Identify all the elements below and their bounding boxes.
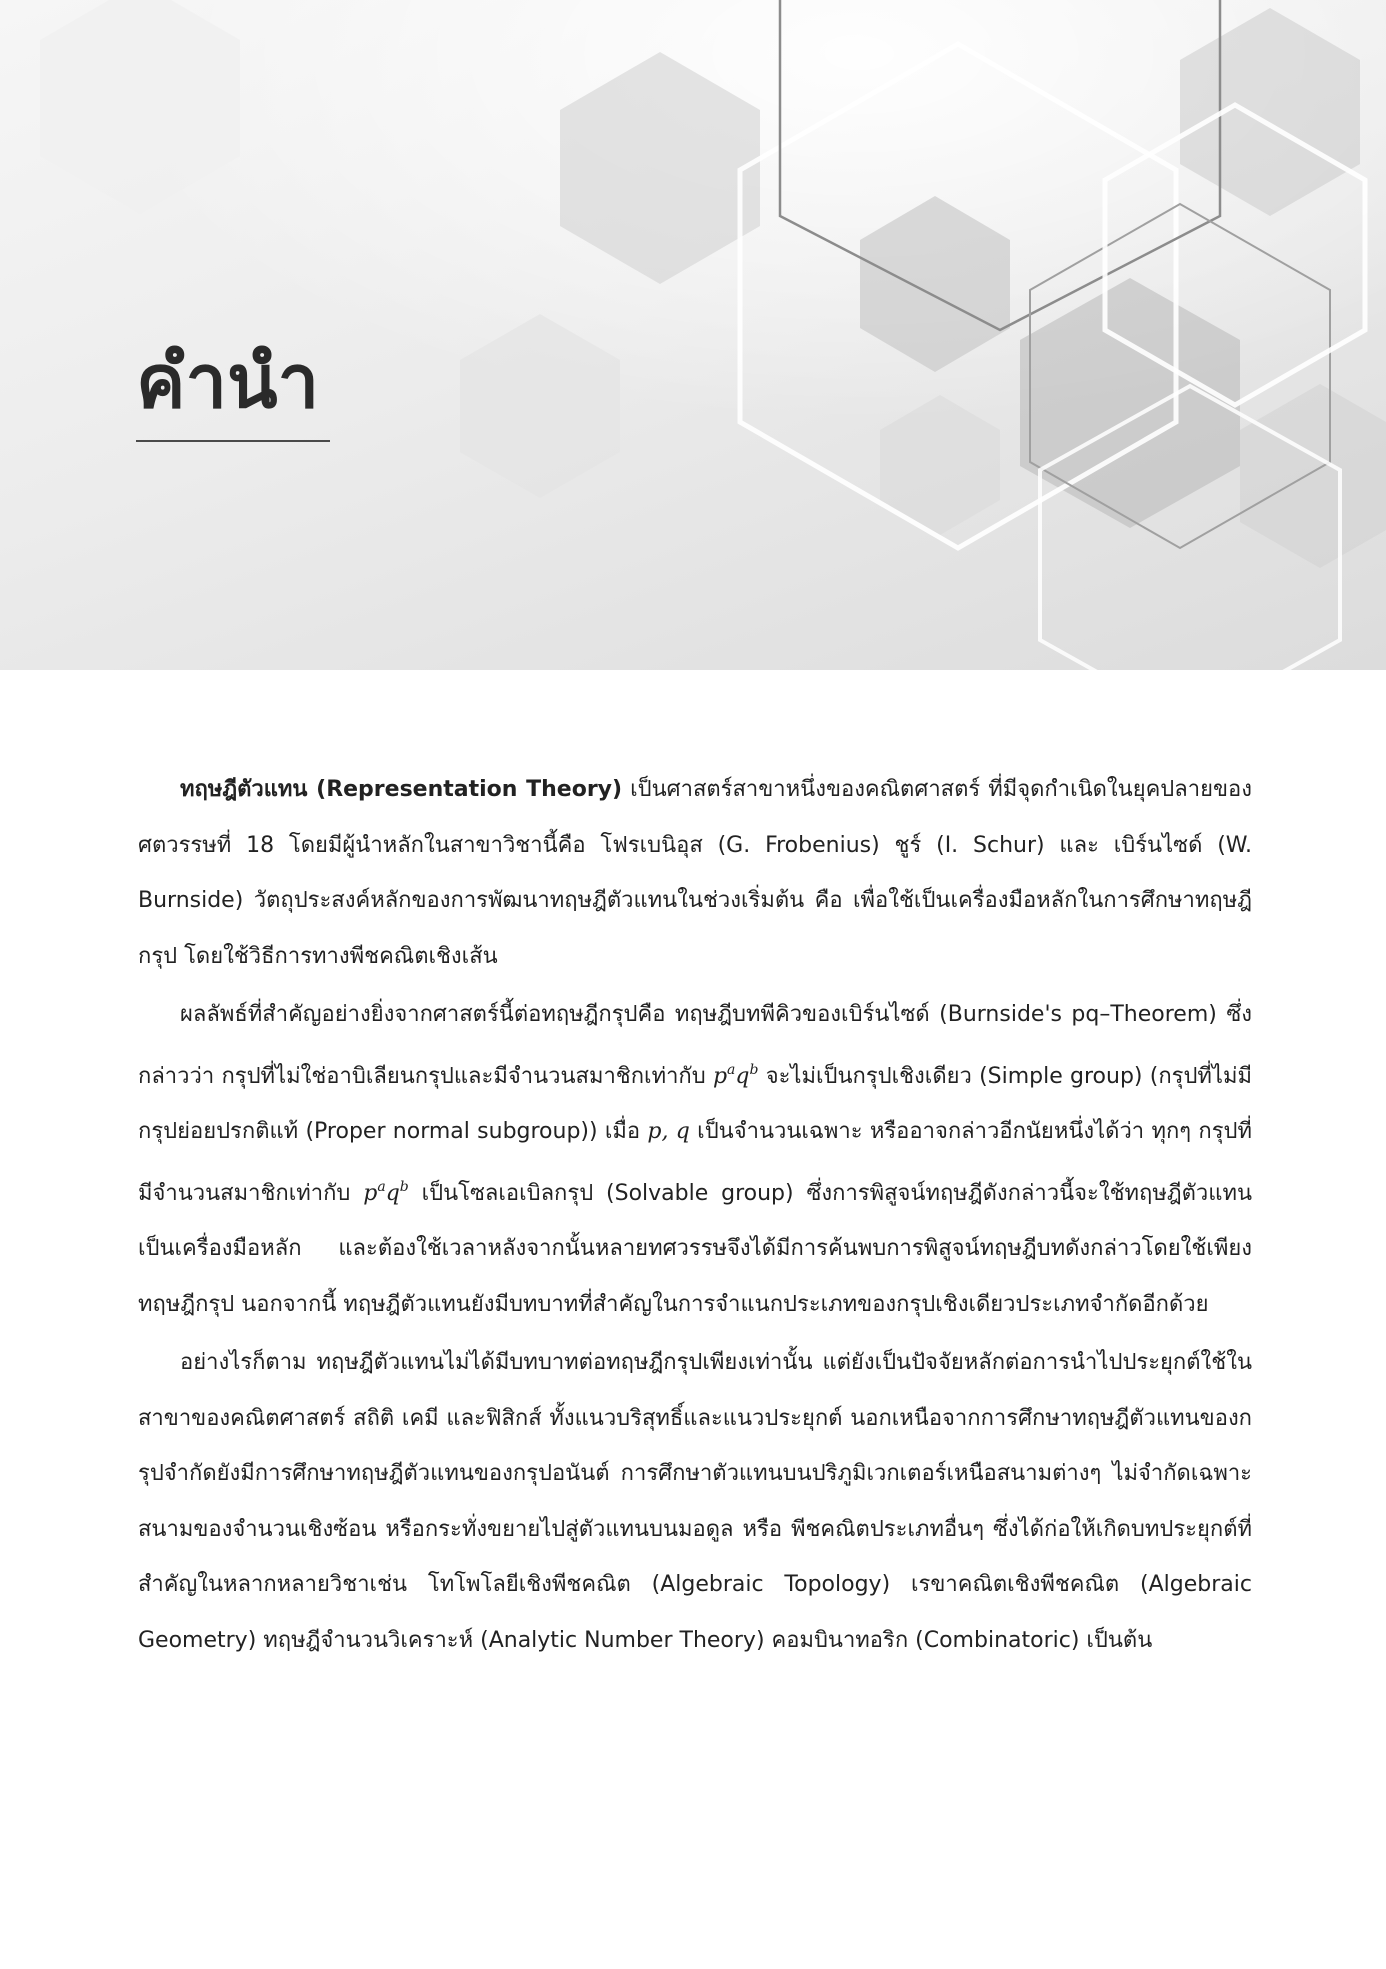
- paragraph-3: อย่างไรก็ตาม ทฤษฎีตัวแทนไม่ได้มีบทบาทต่อทฤษฎีกรุปเพียงเท่านั้น แต่ยังเป็นปัจจัยหลักต่อการนำไปประยุกต์ใช้ในสาขาของคณิตศาสตร์ สถิติ เคมี และฟิสิกส์ ทั้งแนวบริสุทธิ์และแนวประยุกต์ นอกเหนือจากการศึกษาทฤษฎีตัวแทนของกรุปจำกัดยังมีการศึกษาทฤษฎีตัวแทนของกรุปอนันต์ การศึกษาตัวแทนบนปริภูมิเวกเตอร์เหนือสนามต่างๆ ไม่จำกัดเฉพาะสนามของจำนวนเชิงซ้อน หรือกระทั่งขยายไปสู่ตัวแทนบนมอดูล หรือ พีชคณิตประเภทอื่นๆ ซึ่งได้ก่อให้เกิดบทประยุกต์ที่สำคัญในหลากหลายวิชาเช่น โทโพโลยีเชิงพีชคณิต (Algebraic Topology) เรขาคณิตเชิงพีชคณิต (Algebraic Geometry) ทฤษฎีจำนวนวิเคราะห์ (Analytic Number Theory) คอมบินาทอริก (Combinatoric) เป็นต้น: [138, 1350, 1252, 1653]
- math-q: q: [735, 1063, 750, 1089]
- paragraph-1: [138, 762, 1252, 984]
- math-paqb: [363, 1178, 409, 1206]
- math-exp-b: b: [399, 1178, 409, 1195]
- header-banner: [0, 0, 1386, 670]
- math-exp-b: b: [749, 1061, 759, 1078]
- paragraph-1-text: เป็นศาสตร์สาขาหนึ่งของคณิตศาสตร์ ที่มีจุดกำเนิดในยุคปลายของศตวรรษที่ 18 โดยมีผู้นำหลักในสาขาวิชานี้คือ โฟรเบนิอุส (G. Frobenius) ชูร์ (I. Schur) และ เบิร์นไซด์ (W. Burnside) วัตถุประสงค์หลักของการพัฒนาทฤษฎีตัวแทนในช่วงเริ่มต้น คือ เพื่อใช้เป็นเครื่องมือหลักในการศึกษาทฤษฎีกรุป โดยใช้วิธีการทางพีชคณิตเชิงเส้น: [138, 777, 1252, 969]
- math-exp-a: a: [727, 1061, 736, 1078]
- math-q: q: [385, 1180, 400, 1206]
- page-title: คำนำ: [136, 339, 320, 425]
- paragraph-1-lead: ทฤษฎีตัวแทน (Representation Theory): [180, 777, 623, 802]
- paragraph-2-text-4: เป็นโซลเอเบิลกรุป (Solvable group) ซึ่งการพิสูจน์ทฤษฎีดังกล่าวนี้จะใช้ทฤษฎีตัวแทนเป็นเครื่องมือหลัก และต้องใช้เวลาหลังจากนั้นหลายทศวรรษจึงได้มีการค้นพบการพิสูจน์ทฤษฎีบทดังกล่าวโดยใช้เพียงทฤษฎีกรุป นอกจากนี้ ทฤษฎีตัวแทนยังมีบทบาทที่สำคัญในการจำแนกประเภทของกรุปเชิงเดียวประเภทจำกัดอีกด้วย: [138, 1180, 1252, 1317]
- paragraph-2-text-2: จะไม่เป็นกรุปเชิงเดียว (Simple group) (กรุปที่ไม่มีกรุปย่อยปรกติแท้ (Proper normal subgroup)) เมื่อ: [138, 1063, 1252, 1144]
- hexagon-pattern: [0, 0, 1386, 670]
- paragraph-2-text-1: ผลลัพธ์ที่สำคัญอย่างยิ่งจากศาสตร์นี้ต่อทฤษฎีกรุปคือ ทฤษฎีบทพีคิวของเบิร์นไซด์ (Burnside's pq–Theorem) ซึ่งกล่าวว่า กรุปที่ไม่ใช่อาบิเลียนกรุปและมีจำนวนสมาชิกเท่ากับ: [138, 1002, 1252, 1089]
- paragraph-2-text-3: เป็นจำนวนเฉพาะ หรืออาจกล่าวอีกนัยหนึ่งได้ว่า ทุกๆ กรุปที่มีจำนวนสมาชิกเท่ากับ: [138, 1119, 1252, 1206]
- body-text: [138, 762, 1252, 1668]
- paragraph-2: [138, 987, 1252, 1332]
- math-exp-a: a: [377, 1178, 386, 1195]
- math-paqb: [712, 1061, 759, 1089]
- math-p: p: [363, 1180, 378, 1206]
- math-p: p: [712, 1063, 728, 1089]
- title-underline: [136, 440, 330, 442]
- math-p-q: p, q: [647, 1119, 690, 1144]
